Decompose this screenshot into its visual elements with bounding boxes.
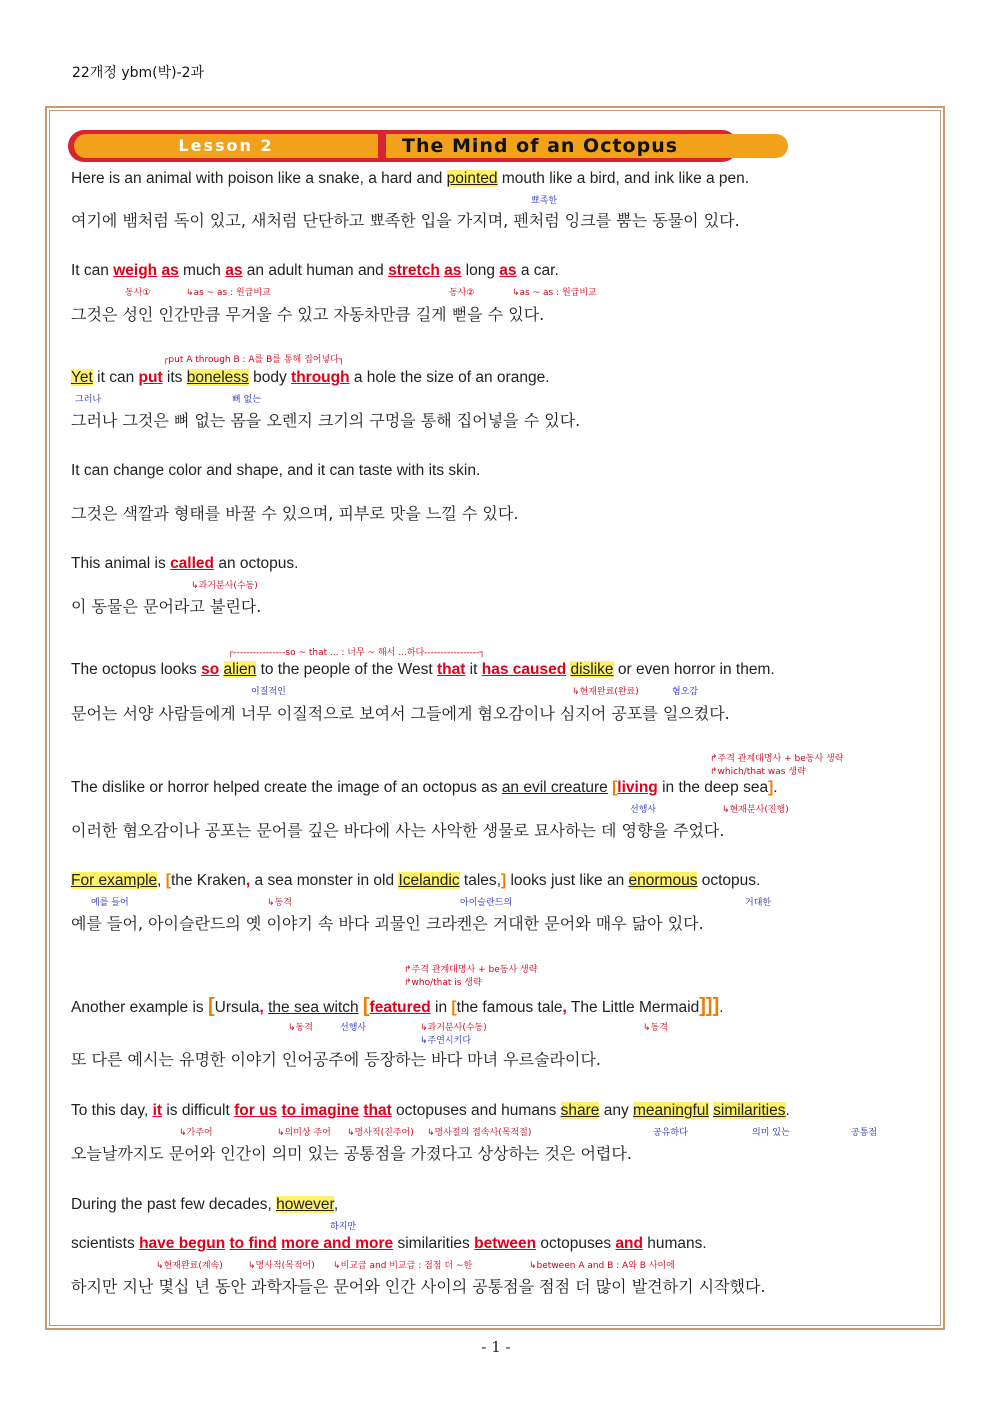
sentence-6-ko: 문어는 서양 사람들에게 너무 이질적으로 보여서 그들에게 혐오감이나 심지어 공포를 일으켰다. xyxy=(71,704,730,723)
note-10c: ↳명사적(진주어) xyxy=(347,1128,414,1138)
note-8d: 거대한 xyxy=(745,898,772,908)
note-10b: ↳의미상 주어 xyxy=(277,1128,331,1138)
note-6-top: ┌----------------so ~ that ... : 너무 ~ 해서 ...하다-----------------┐ xyxy=(228,648,485,658)
note-2d: ↳as ~ as : 원급비교 xyxy=(512,288,597,298)
sentence-3-ko: 그러나 그것은 뼈 없는 몸을 오렌지 크기의 구멍을 통해 집어넣을 수 있다. xyxy=(71,411,581,430)
note-8c: 아이슬란드의 xyxy=(460,898,513,908)
sentence-5-ko: 이 동물은 문어라고 불린다. xyxy=(71,597,262,616)
note-8a: 예를 들어 xyxy=(91,898,129,908)
note-9a: ↳동격 xyxy=(288,1023,313,1033)
sentence-10-en: To this day, it is difficult for us to imagine that octopuses and humans share any meaningful similarities. xyxy=(71,1102,790,1119)
document-header: 22개정 ybm(박)-2과 xyxy=(72,65,205,81)
sentence-11-en-line2: scientists have begun to find more and more similarities between octopuses and humans. xyxy=(71,1235,707,1252)
note-5a: ↳과거분사(수동) xyxy=(191,581,258,591)
note-9-top-1: ↱주격 관계대명사 + be동사 생략 xyxy=(404,965,538,975)
banner-left-panel xyxy=(74,134,378,158)
note-9b: 선행사 xyxy=(340,1023,367,1033)
note-11b: ↳현재완료(계속) xyxy=(156,1261,223,1271)
sentence-4-en: It can change color and shape, and it can taste with its skin. xyxy=(71,462,481,479)
note-2c: 동사② xyxy=(449,288,475,298)
note-3a: 그러나 xyxy=(75,395,102,405)
sentence-2-en: It can weigh as much as an adult human and stretch as long as a car. xyxy=(71,262,559,279)
sentence-11-en-line1: During the past few decades, however, xyxy=(71,1196,339,1213)
note-7-top-1: ↱주격 관계대명사 + be동사 생략 xyxy=(710,754,844,764)
note-3-top: ┌put A through B : A를 B를 통해 집어넣다┐ xyxy=(163,355,345,365)
banner-right-panel xyxy=(386,134,788,158)
note-6a: 이질적인 xyxy=(251,687,286,697)
note-8b: ↳동격 xyxy=(267,898,292,908)
note-6c: 혐오감 xyxy=(672,687,699,697)
sentence-1-en: Here is an animal with poison like a snake, a hard and pointed mouth like a bird, and ink like a pen. xyxy=(71,170,750,187)
sentence-9-ko: 또 다른 예시는 유명한 이야기 인어공주에 등장하는 바다 마녀 우르술라이다. xyxy=(71,1050,601,1069)
note-11d: ↳비교급 and 비교급 : 점점 더 ~한 xyxy=(333,1261,473,1271)
note-6b: ↳현재완료(완료) xyxy=(572,687,639,697)
page-number: - 1 - xyxy=(481,1338,511,1356)
note-10a: ↳가주어 xyxy=(179,1128,213,1138)
note-9c: ↳과거분사(수동) xyxy=(420,1023,487,1033)
note-9e: ↳동격 xyxy=(643,1023,668,1033)
sentence-1-ko: 여기에 뱀처럼 독이 있고, 새처럼 단단하고 뾰족한 입을 가지며, 펜처럼 잉크를 뿜는 동물이 있다. xyxy=(71,211,740,230)
note-7b: ↳현재분사(진행) xyxy=(722,805,789,815)
note-3b: 뼈 없는 xyxy=(232,395,261,405)
sentence-8-en: For example, [the Kraken, a sea monster in old Icelandic tales,] looks just like an enormous octopus. xyxy=(71,872,761,889)
sentence-6-en: The octopus looks so alien to the people of the West that it has caused dislike or even horror in them. xyxy=(71,661,775,678)
lesson-title: The Mind of an Octopus xyxy=(402,135,679,157)
note-1a: 뾰족한 xyxy=(531,196,558,206)
note-10d: ↳명사절의 접속사(목적절) xyxy=(427,1128,532,1138)
sentence-10-ko: 오늘날까지도 문어와 인간이 의미 있는 공통점을 가졌다고 상상하는 것은 어렵다. xyxy=(71,1144,632,1163)
sentence-9-en: Another example is [Ursula, the sea witch [featured in [the famous tale, The Little Mermaid]]]. xyxy=(71,995,724,1017)
note-7a: 선행사 xyxy=(630,805,657,815)
note-10e: 공유하다 xyxy=(653,1128,688,1138)
lesson-label: Lesson 2 xyxy=(178,136,274,155)
note-7-top-2: ↱which/that was 생략 xyxy=(710,767,806,777)
note-2a: 동사① xyxy=(125,288,151,298)
sentence-7-en: The dislike or horror helped create the image of an octopus as an evil creature [living in the deep sea]. xyxy=(71,779,778,796)
sentence-5-en: This animal is called an octopus. xyxy=(71,555,299,572)
sentence-11-ko: 하지만 지난 몇십 년 동안 과학자들은 문어와 인간 사이의 공통점을 점점 더 많이 발견하기 시작했다. xyxy=(71,1277,766,1296)
note-11a: 하지만 xyxy=(330,1222,357,1232)
note-2b: ↳as ~ as : 원급비교 xyxy=(186,288,271,298)
sentence-3-en: Yet it can put its boneless body through a hole the size of an orange. xyxy=(71,369,550,386)
lesson-banner xyxy=(68,130,738,162)
note-9-top-2: ↱who/that is 생략 xyxy=(404,978,482,988)
sentence-8-ko: 예를 들어, 아이슬란드의 옛 이야기 속 바다 괴물인 크라켄은 거대한 문어와 매우 닮아 있다. xyxy=(71,914,704,933)
note-10g: 공통점 xyxy=(851,1128,878,1138)
note-10f: 의미 있는 xyxy=(752,1128,790,1138)
sentence-7-ko: 이러한 혐오감이나 공포는 문어를 깊은 바다에 사는 사악한 생물로 묘사하는 데 영향을 주었다. xyxy=(71,821,725,840)
sentence-2-ko: 그것은 성인 인간만큼 무거울 수 있고 자동차만큼 길게 뻗을 수 있다. xyxy=(71,305,545,324)
sentence-4-ko: 그것은 색깔과 형태를 바꿀 수 있으며, 피부로 맛을 느낄 수 있다. xyxy=(71,504,519,523)
note-9d: ↳주연시키다 xyxy=(420,1036,472,1046)
note-11e: ↳between A and B : A와 B 사이에 xyxy=(529,1261,675,1271)
note-11c: ↳명사적(목적어) xyxy=(248,1261,315,1271)
